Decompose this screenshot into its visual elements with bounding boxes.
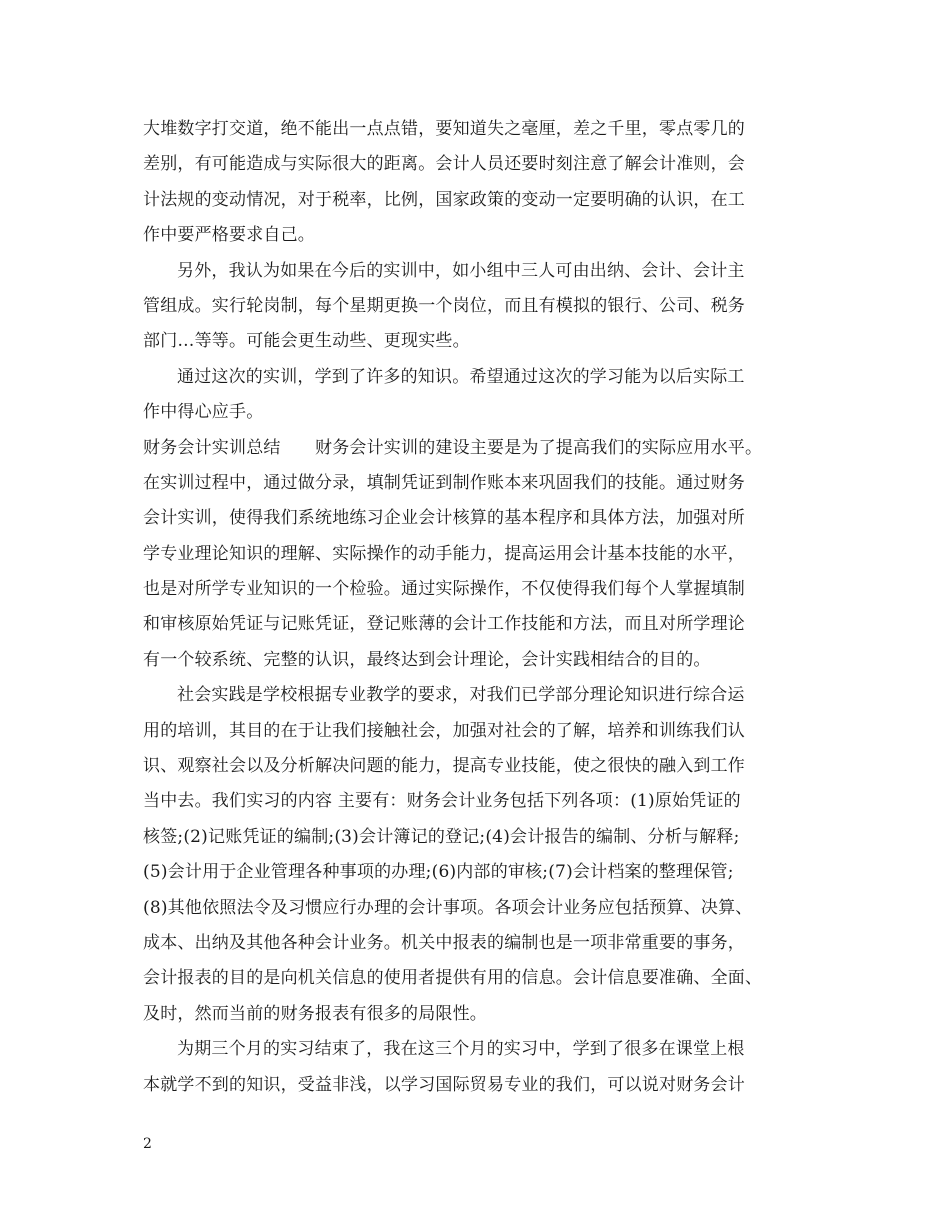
text-line: 核签;(2)记账凭证的编制;(3)会计簿记的登记;(4)会计报告的编制、分析与解释; <box>143 826 740 847</box>
text-line: 差别，有可能造成与实际很大的距离。会计人员还要时刻注意了解会计准则，会 <box>143 154 745 175</box>
text-line: 管组成。实行轮岗制，每个星期更换一个岗位，而且有模拟的银行、公司、税务 <box>143 295 745 316</box>
text-line: 有一个较系统、完整的认识，最终达到会计理论，会计实践相结合的目的。 <box>143 649 711 670</box>
paragraph-first-line <box>143 360 813 395</box>
text-line: (8)其他依照法令及习惯应行办理的会计事项。各项会计业务应包括预算、决算、 <box>143 897 753 918</box>
page-number: 2 <box>143 1136 152 1152</box>
text-line: 和审核原始凭证与记账凭证，登记账薄的会计工作技能和方法，而且对所学理论 <box>143 614 745 635</box>
text-line: 及时，然而当前的财务报表有很多的局限性。 <box>143 1003 487 1024</box>
text-line: 学专业理论知识的理解、实际操作的动手能力，提高运用会计基本技能的水平， <box>143 543 745 564</box>
text-line: 作中要严格要求自己。 <box>143 225 315 246</box>
text-line: 作中得心应手。 <box>143 402 264 423</box>
text-line: 成本、出纳及其他各种会计业务。机关中报表的编制也是一项非常重要的事务， <box>143 932 745 953</box>
paragraph-first-line <box>143 678 813 713</box>
text-line: 部门…等等。可能会更生动些、更现实些。 <box>143 331 470 352</box>
text-line: 当中去。我们实习的内容 主要有：财务会计业务包括下列各项：(1)原始凭证的 <box>143 791 741 812</box>
paragraph-first-line <box>143 1032 813 1067</box>
text-line: 通过这次的实训，学到了许多的知识。希望通过这次的学习能为以后实际工 <box>177 366 745 387</box>
text-line: 本就学不到的知识，受益非浅，以学习国际贸易专业的我们，可以说对财务会计 <box>143 1074 745 1095</box>
text-line: 社会实践是学校根据专业教学的要求，对我们已学部分理论知识进行综合运 <box>177 685 745 706</box>
text-line: 为期三个月的实习结束了，我在这三个月的实习中，学到了很多在课堂上根 <box>177 1039 745 1060</box>
text-line: 计法规的变动情况，对于税率，比例，国家政策的变动一定要明确的认识，在工 <box>143 189 745 210</box>
text-line: 识、观察社会以及分析解决问题的能力，提高专业技能，使之很快的融入到工作 <box>143 756 745 777</box>
text-line: 在实训过程中，通过做分录，填制凭证到制作账本来巩固我们的技能。通过财务 <box>143 472 745 493</box>
paragraph-first-line <box>143 254 813 289</box>
text-line: 会计实训，使得我们系统地练习企业会计核算的基本程序和具体方法，加强对所 <box>143 508 745 529</box>
document-body <box>143 112 813 1103</box>
text-line: 用的培训，其目的在于让我们接触社会，加强对社会的了解，培养和训练我们认 <box>143 720 745 741</box>
text-line: 会计报表的目的是向机关信息的使用者提供有用的信息。会计信息要准确、全面、 <box>143 968 763 989</box>
text-line: 也是对所学专业知识的一个检验。通过实际操作，不仅使得我们每个人掌握填制 <box>143 579 745 600</box>
section-heading-line: 财务会计实训总结 财务会计实训的建设主要是为了提高我们的实际应用水平。 <box>143 437 763 458</box>
text-line: 大堆数字打交道，绝不能出一点点错，要知道失之毫厘，差之千里，零点零几的 <box>143 119 745 139</box>
text-line: (5)会计用于企业管理各种事项的办理;(6)内部的审核;(7)会计档案的整理保管; <box>143 862 734 883</box>
text-line: 另外，我认为如果在今后的实训中，如小组中三人可由出纳、会计、会计主 <box>177 260 745 281</box>
